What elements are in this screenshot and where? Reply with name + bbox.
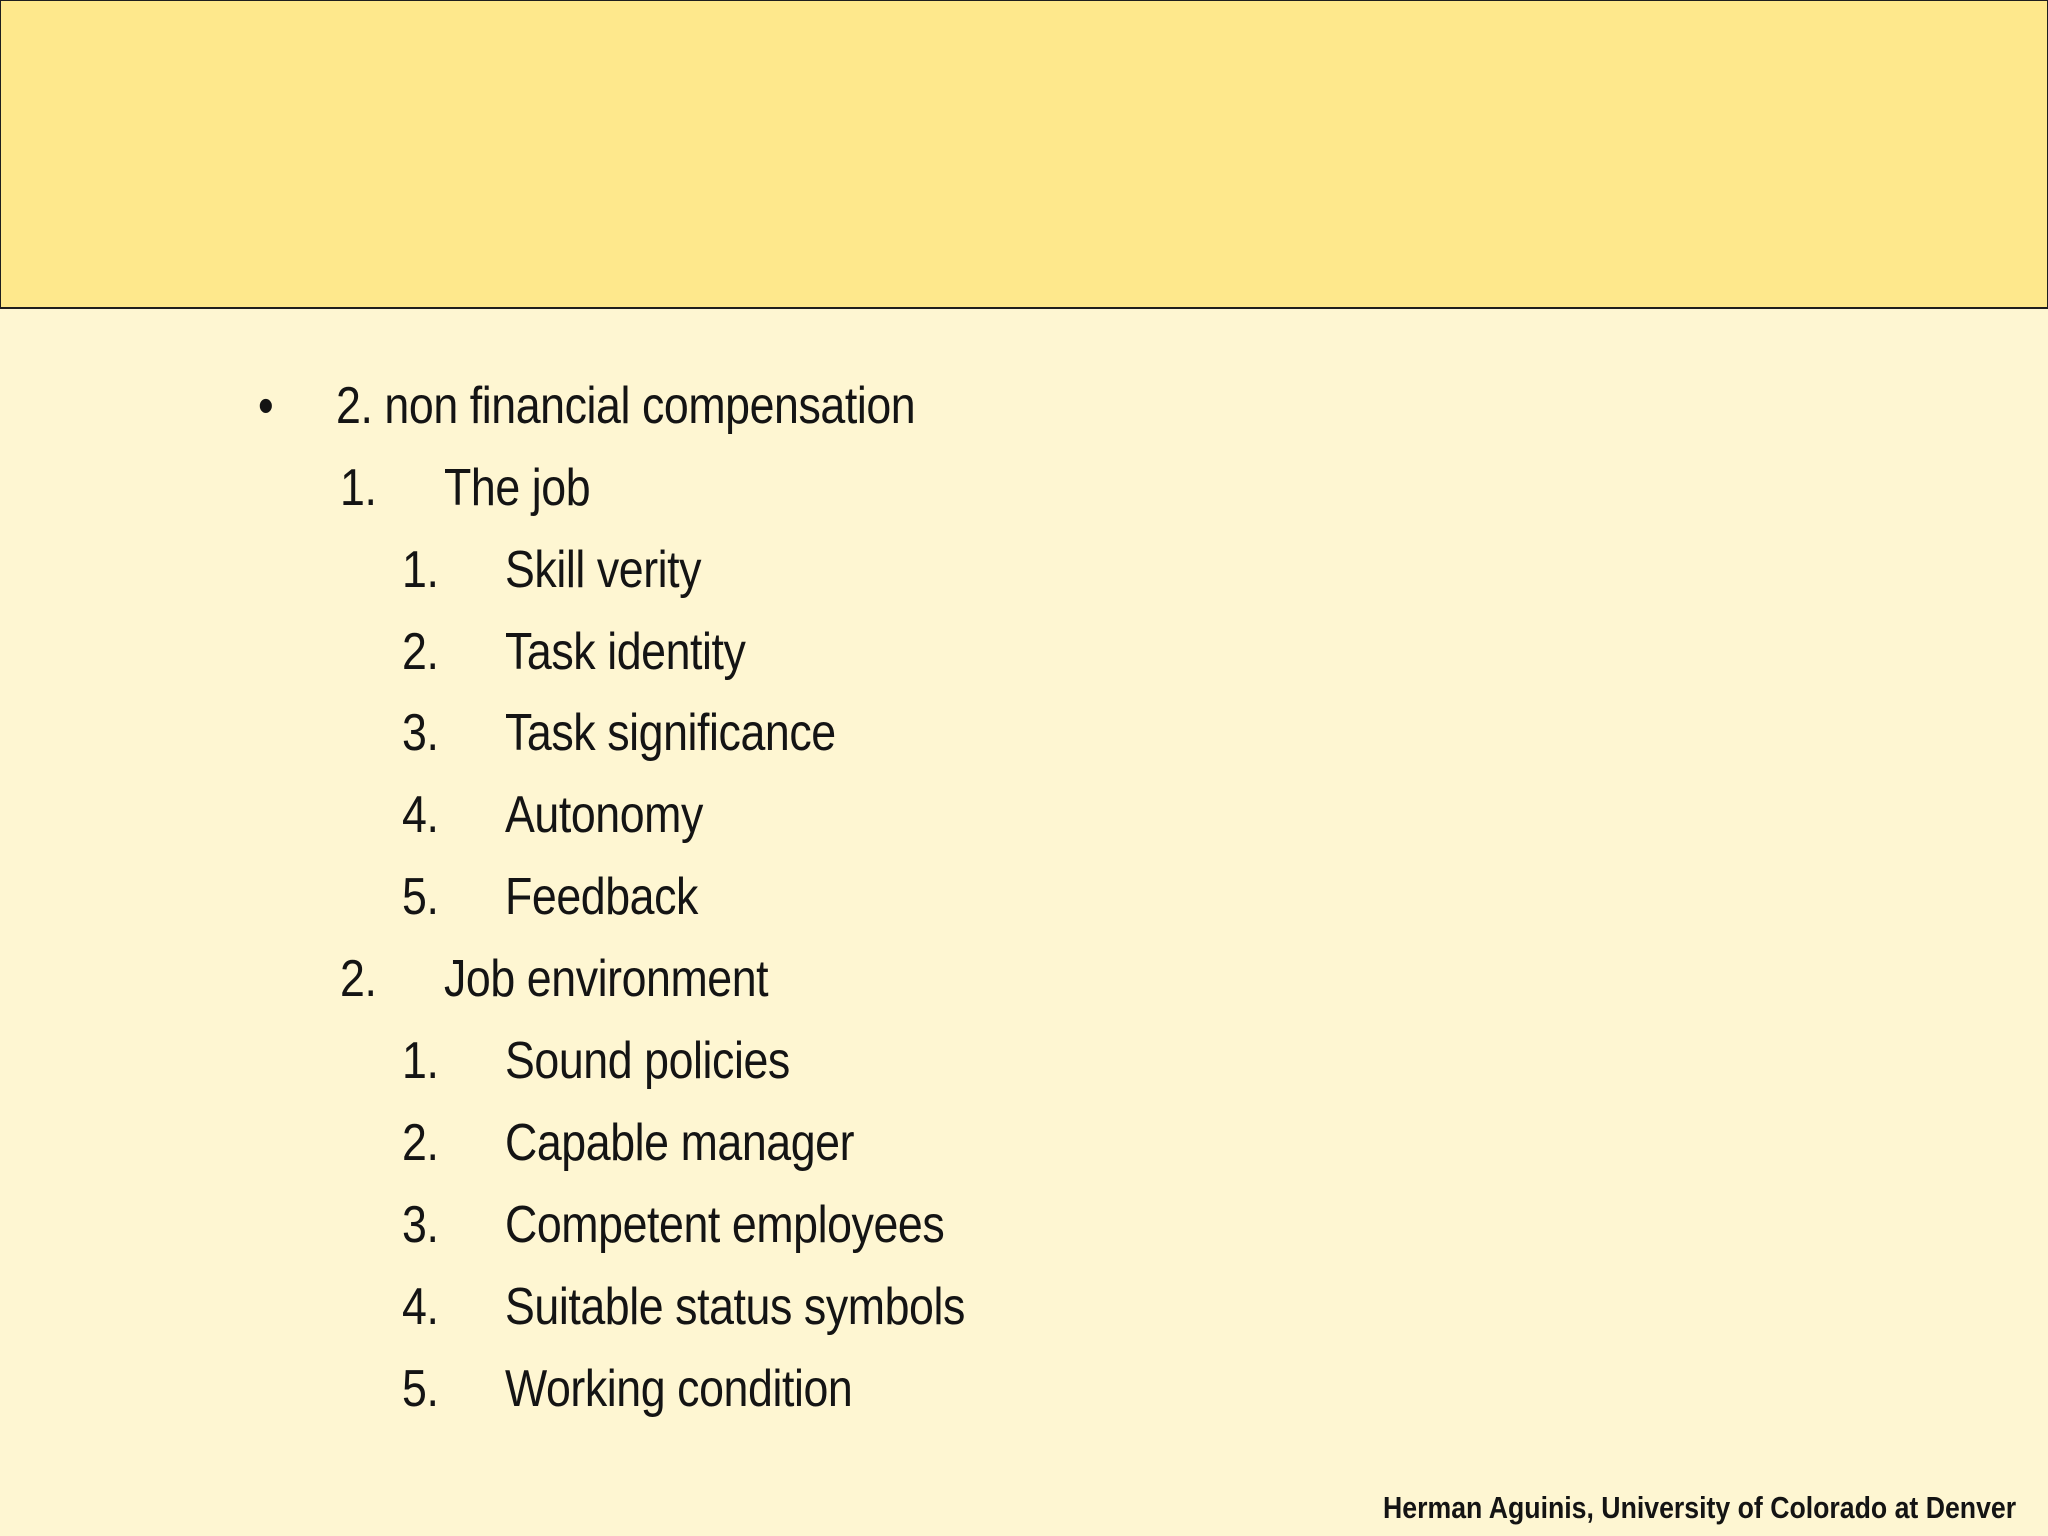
list-item-label: Feedback (505, 868, 698, 926)
bullet-marker: • (258, 377, 274, 435)
list-item-number: 5. (402, 1360, 439, 1418)
list-item-label: Task identity (505, 623, 746, 681)
section-number: 2. (340, 950, 377, 1008)
list-item-number: 1. (402, 541, 439, 599)
list-item-label: Competent employees (505, 1196, 945, 1254)
list-item-number: 5. (402, 868, 439, 926)
list-item-label: Task significance (505, 704, 836, 762)
list-item-label: Suitable status symbols (505, 1278, 965, 1336)
list-item-label: Capable manager (505, 1114, 855, 1172)
footer-credit: Herman Aguinis, University of Colorado at Denver (1382, 1490, 2016, 1525)
list-item-number: 3. (402, 704, 439, 762)
list-item-label: Working condition (505, 1360, 853, 1418)
list-item-label: Autonomy (505, 786, 703, 844)
section-label: Job environment (444, 950, 769, 1008)
list-item-number: 4. (402, 1278, 439, 1336)
list-item-label: Sound policies (505, 1032, 790, 1090)
bullet-text: 2. non financial compensation (336, 377, 916, 435)
list-item-label: Skill verity (505, 541, 702, 599)
list-item-number: 3. (402, 1196, 439, 1254)
list-item-number: 1. (402, 1032, 439, 1090)
list-item-number: 2. (402, 1114, 439, 1172)
section-label: The job (444, 459, 591, 517)
section-number: 1. (340, 459, 377, 517)
list-item-number: 2. (402, 623, 439, 681)
list-item-number: 4. (402, 786, 439, 844)
